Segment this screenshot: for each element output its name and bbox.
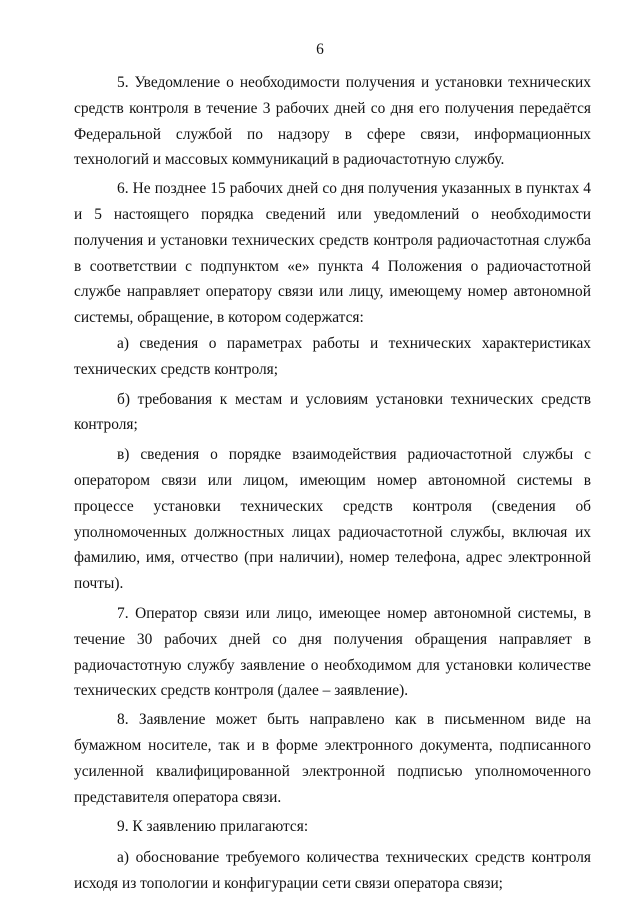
paragraph-item-7: 7. Оператор связи или лицо, имеющее номер автономной системы, в течение 30 рабочих дней со дня получения обращения направляет в радиочастотную службу заявление о необходимом для установки количестве технических средств контроля (далее – заявление).	[74, 604, 591, 700]
paragraph-subitem-6v: в) сведения о порядке взаимодействия радиочастотной службы с оператором связи или лицом, имеющим номер автономной системы в процессе установки технических средств контроля (сведения об уполномоченных должностных лицах радиочастотной службы, включая их фамилию, имя, отчество (при наличии), номер телефона, адрес электронной почты).	[74, 446, 591, 593]
paragraph-subitem-6a: а) сведения о параметрах работы и технических характеристиках технических средств контроля;	[74, 334, 591, 378]
paragraph-item-8: 8. Заявление может быть направлено как в письменном виде на бумажном носителе, так и в форме электронного документа, подписанного усиленной квалифицированной электронной подписью уполномоченного представителя оператора связи.	[74, 711, 591, 806]
document-body	[74, 70, 591, 902]
paragraph-subitem-9a: а) обоснование требуемого количества технических средств контроля исходя из топологии и конфигурации сети связи оператора связи;	[74, 849, 591, 892]
paragraph-item-5: 5. Уведомление о необходимости получения и установки технических средств контроля в течение 3 рабочих дней со дня его получения передаётся Федеральной службой по надзору в сфере связи, информационных технологий и массовых коммуникаций в радиочастотную службу.	[74, 74, 591, 169]
paragraph-item-9: 9. К заявлению прилагаются:	[117, 818, 309, 836]
page-number: 6	[316, 41, 324, 58]
paragraph-subitem-6b: б) требования к местам и условиям установки технических средств контроля;	[74, 390, 591, 434]
paragraph-item-6: 6. Не позднее 15 рабочих дней со дня получения указанных в пунктах 4 и 5 настоящего порядка сведений или уведомлений о необходимости получения и установки технических средств контроля радиочастотная служба в соответствии с подпунктом «е» пункта 4 Положения о радиочастотной службе направляет оператору связи или лицу, имеющему номер автономной системы, обращение, в котором содержатся:	[74, 180, 591, 327]
